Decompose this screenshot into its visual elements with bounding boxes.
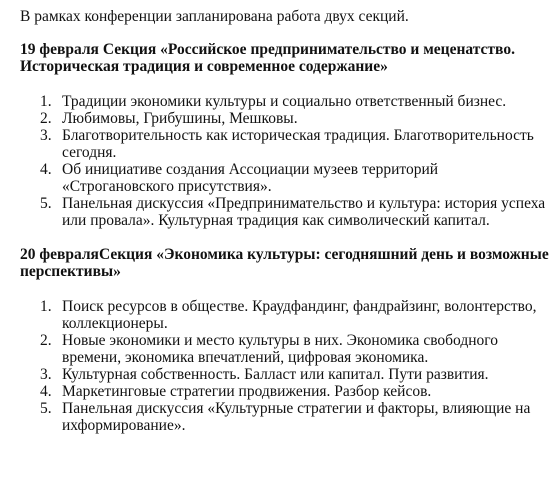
list-item-text: Благотворительность как историческая традиция. Благотворительность сегодня. — [62, 127, 534, 161]
list-item — [20, 195, 550, 229]
section-list — [20, 93, 550, 229]
section-2 — [20, 246, 550, 434]
list-item — [20, 161, 550, 195]
list-item — [20, 332, 550, 366]
list-item — [20, 366, 550, 383]
list-item-text: Об инициативе создания Ассоциации музеев территорий «Строгановского присутствия». — [62, 161, 439, 195]
list-item — [20, 127, 550, 161]
list-item-number: 4. — [40, 161, 52, 178]
list-item — [20, 400, 550, 434]
section-heading: 20 февраляСекция «Экономика культуры: сегодняшний день и возможные перспективы» — [20, 246, 549, 280]
section-1 — [20, 41, 550, 229]
list-item-number: 1. — [40, 93, 52, 110]
list-item-text: Панельная дискуссия «Культурные стратегии и факторы, влияющие на ихформирование». — [62, 400, 531, 434]
list-item-number: 5. — [40, 195, 52, 212]
list-item — [20, 110, 550, 127]
list-item-text: Новые экономики и место культуры в них. Экономика свободного времени, экономика впечатлений, цифровая экономика. — [62, 332, 498, 366]
intro-paragraph: В рамках конференции запланирована работа двух секций. — [20, 8, 409, 25]
list-item-number: 3. — [40, 366, 52, 383]
list-item-number: 2. — [40, 332, 52, 349]
section-heading: 19 февраля Секция «Российское предпринимательство и меценатство. Историческая традиция и современное содержание» — [20, 41, 515, 75]
list-item-text: Любимовы, Грибушины, Мешковы. — [62, 110, 298, 127]
list-item-text: Маркетинговые стратегии продвижения. Разбор кейсов. — [62, 383, 432, 400]
list-item-number: 5. — [40, 400, 52, 417]
list-item-number: 4. — [40, 383, 52, 400]
list-item-text: Традиции экономики культуры и социально ответственный бизнес. — [62, 93, 507, 110]
list-item — [20, 298, 550, 332]
list-item-text: Поиск ресурсов в обществе. Краудфандинг, фандрайзинг, волонтерство, коллекционеры. — [62, 298, 537, 332]
list-item — [20, 383, 550, 400]
list-item — [20, 93, 550, 110]
list-item-number: 1. — [40, 298, 52, 315]
list-item-number: 2. — [40, 110, 52, 127]
list-item-text: Панельная дискуссия «Предпринимательство и культура: история успеха или провала». Культурная традиция как символический капитал. — [62, 195, 546, 229]
list-item-text: Культурная собственность. Балласт или капитал. Пути развития. — [62, 366, 489, 383]
document-body — [20, 8, 550, 451]
list-item-number: 3. — [40, 127, 52, 144]
section-list — [20, 298, 550, 434]
